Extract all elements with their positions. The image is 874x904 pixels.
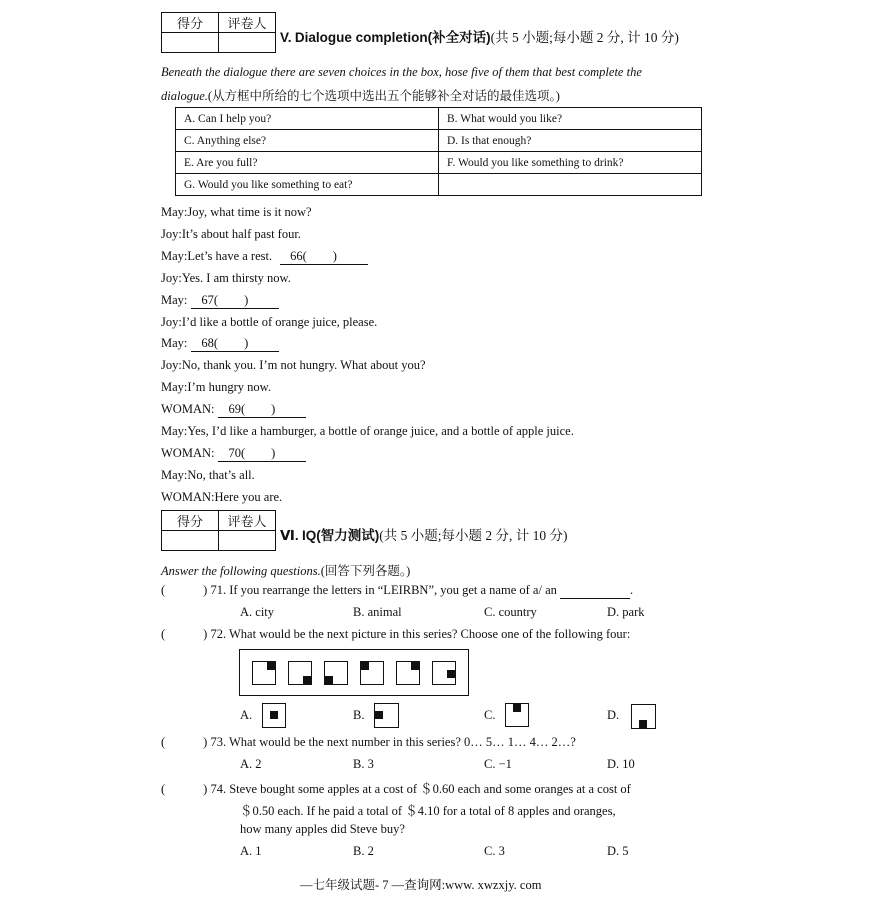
speaker: WOMAN: [161, 402, 211, 417]
answer-blank[interactable]: 67( ): [191, 293, 279, 309]
series-picture-3: [324, 661, 348, 685]
dialogue-line: Joy:I’d like a bottle of orange juice, please.: [161, 314, 378, 329]
blank-number: 66(: [290, 248, 307, 263]
instruction-italic: dialogue.: [161, 89, 208, 103]
section-6-instruction: [161, 561, 410, 579]
q71-option-b: B. animal: [353, 605, 402, 619]
q71-option-c: C. country: [484, 605, 537, 619]
q71-option-d: D. park: [607, 605, 645, 619]
q73-number: ) 73.: [203, 735, 227, 749]
line-text: I’d like a bottle of orange juice, please.: [181, 314, 378, 329]
dialogue-line: Joy:It’s about half past four.: [161, 226, 301, 241]
q72-option-b-picture: [374, 703, 399, 728]
q74-text-line-2: ＄0.50 each. If he paid a total of ＄4.10 for a total of 8 apples and oranges,: [240, 804, 616, 818]
q74-text-line-3: how many apples did Steve buy?: [240, 822, 405, 836]
blank-number: 69(: [228, 402, 246, 417]
speaker: Joy: [161, 314, 179, 329]
section-5-instruction-1: Beneath the dialogue there are seven choices in the box, hose five of them that best complete the: [161, 65, 642, 79]
q71-answer-blank[interactable]: [560, 583, 630, 599]
speaker: May: [161, 336, 184, 351]
grader-label: 评卷人: [219, 511, 276, 531]
speaker: WOMAN: [161, 489, 211, 504]
page-footer: —七年级试题- 7 —查询网:www. xwzxjy. com: [300, 878, 542, 892]
answer-blank[interactable]: 68( ): [191, 336, 279, 352]
section-5-instruction-2: [161, 86, 560, 104]
speaker: May: [161, 205, 184, 219]
q73-option-b: B. 3: [353, 757, 374, 771]
q71-option-a: A. city: [240, 605, 275, 619]
section-6-title: IQ: [301, 528, 317, 543]
speaker: May: [161, 424, 184, 438]
instruction-cn: (从方框中所给的七个选项中选出五个能够补全对话的最佳选项。): [207, 89, 560, 103]
choices-box: [175, 107, 702, 196]
score-table-1: [161, 12, 276, 53]
speaker: Joy: [161, 270, 179, 285]
q74-option-d: D. 5: [607, 844, 629, 858]
question-71: ( ) 71. If you rearrange the letters in “LEIRBN”, you get a name of a/ an .: [161, 583, 634, 597]
blank-number: 68(: [201, 336, 219, 351]
question-73: ( ) 73. What would be the next number in this series? 0… 5… 1… 4… 2…?: [161, 735, 576, 749]
score-label: 得分: [162, 511, 219, 531]
section-5-title-cn: (补全对话): [427, 30, 491, 45]
question-72: ( ) 72. What would be the next picture in this series? Choose one of the following four:: [161, 627, 631, 641]
grader-cell: [219, 531, 276, 551]
line-text: Yes. I am thirsty now.: [181, 270, 291, 285]
speaker: May: [161, 292, 184, 307]
section-5-heading: [280, 26, 679, 46]
answer-blank[interactable]: 70( ): [218, 446, 306, 462]
q74-option-b: B. 2: [353, 844, 374, 858]
speaker: Joy: [161, 226, 179, 241]
dialogue-line: WOMAN: 69( ): [161, 402, 306, 418]
q72-text: What would be the next picture in this series? Choose one of the following four:: [229, 627, 631, 641]
series-picture-6: [432, 661, 456, 685]
section-6-numeral: Ⅵ.: [280, 528, 299, 543]
q72-option-d-picture: [631, 704, 656, 729]
q73-option-d: D. 10: [607, 757, 635, 771]
dialogue-line: May:Yes, I’d like a hamburger, a bottle of orange juice, and a bottle of apple juice.: [161, 424, 574, 438]
grader-cell: [219, 33, 276, 53]
speaker: May: [161, 467, 184, 482]
dialogue-line: May: 68( ): [161, 336, 279, 352]
speaker: May: [161, 248, 184, 263]
line-text: Let’s have a rest.: [187, 248, 273, 263]
choice-g: G. Would you like something to eat?: [176, 174, 439, 196]
instruction-cn: (回答下列各题。): [320, 564, 411, 578]
choice-e: E. Are you full?: [176, 152, 439, 174]
line-text: Yes, I’d like a hamburger, a bottle of orange juice, and a bottle of apple juice.: [187, 424, 574, 438]
line-text: I’m hungry now.: [187, 380, 271, 395]
q72-option-a-picture: [262, 703, 286, 728]
grader-label: 评卷人: [219, 13, 276, 33]
line-text: It’s about half past four.: [181, 226, 301, 241]
q72-option-a: A.: [240, 708, 253, 722]
q72-option-d: D.: [607, 708, 620, 722]
blank-number: 67(: [201, 292, 219, 307]
choice-empty: [439, 174, 702, 196]
series-picture-5: [396, 661, 420, 685]
section-5-title: Dialogue completion: [294, 30, 428, 45]
speaker: Joy: [161, 358, 179, 373]
score-label: 得分: [162, 13, 219, 33]
choice-a: A. Can I help you?: [176, 108, 439, 130]
line-text: Joy, what time is it now?: [187, 205, 312, 219]
choice-d: D. Is that enough?: [439, 130, 702, 152]
q72-option-b: B.: [353, 708, 365, 722]
section-6-points: (共 5 小题;每小题 2 分, 计 10 分): [379, 528, 568, 543]
score-table-2: [161, 510, 276, 551]
q71-number: ) 71.: [203, 583, 227, 597]
picture-series-frame: [239, 649, 469, 696]
q71-text: If you rearrange the letters in “LEIRBN”, you get a name of a/ an: [229, 583, 557, 597]
series-picture-2: [288, 661, 312, 685]
line-text: No, thank you. I’m not hungry. What about you?: [181, 358, 426, 373]
series-picture-1: [252, 661, 276, 685]
dialogue-line: May:No, that’s all.: [161, 467, 255, 482]
dialogue-line: WOMAN: 70( ): [161, 446, 306, 462]
dialogue-line: May:I’m hungry now.: [161, 380, 271, 395]
q74-option-c: C. 3: [484, 844, 505, 858]
dialogue-line: WOMAN:Here you are.: [161, 489, 283, 504]
q74-number: ) 74.: [203, 782, 227, 796]
q72-number: ) 72.: [203, 627, 227, 641]
series-picture-4: [360, 661, 384, 685]
dialogue-line: May:Let’s have a rest. 66( ): [161, 249, 368, 265]
q73-option-a: A. 2: [240, 757, 262, 771]
dialogue-line: Joy:Yes. I am thirsty now.: [161, 270, 291, 285]
section-5-points: (共 5 小题;每小题 2 分, 计 10 分): [490, 30, 679, 45]
section-5-numeral: V.: [280, 30, 292, 45]
q72-option-c: C.: [484, 708, 496, 722]
dialogue-line: Joy:No, thank you. I’m not hungry. What about you?: [161, 358, 426, 373]
dialogue-line: May: 67( ): [161, 293, 279, 309]
blank-number: 70(: [228, 445, 246, 460]
q73-option-c: C. −1: [484, 757, 512, 771]
line-text: Here you are.: [214, 489, 283, 504]
section-6-heading: [280, 524, 567, 544]
score-cell: [162, 531, 219, 551]
dialogue-line: May:Joy, what time is it now?: [161, 205, 312, 219]
q73-text: What would be the next number in this series? 0… 5… 1… 4… 2…?: [229, 735, 576, 749]
speaker: WOMAN: [161, 445, 211, 460]
question-74: ( ) 74. Steve bought some apples at a cost of ＄0.60 each and some oranges at a cost of: [161, 782, 631, 796]
answer-blank[interactable]: 66( ): [280, 249, 368, 265]
line-text: No, that’s all.: [187, 467, 255, 482]
score-cell: [162, 33, 219, 53]
q72-option-c-picture: [505, 703, 529, 727]
choice-f: F. Would you like something to drink?: [439, 152, 702, 174]
speaker: May: [161, 380, 184, 395]
q74-option-a: A. 1: [240, 844, 262, 858]
q74-text-line-1: Steve bought some apples at a cost of ＄0.60 each and some oranges at a cost of: [229, 782, 631, 796]
answer-blank[interactable]: 69( ): [218, 402, 306, 418]
instruction-italic: Answer the following questions.: [161, 564, 321, 578]
choice-c: C. Anything else?: [176, 130, 439, 152]
section-6-title-cn: (智力测试): [316, 528, 380, 543]
choice-b: B. What would you like?: [439, 108, 702, 130]
